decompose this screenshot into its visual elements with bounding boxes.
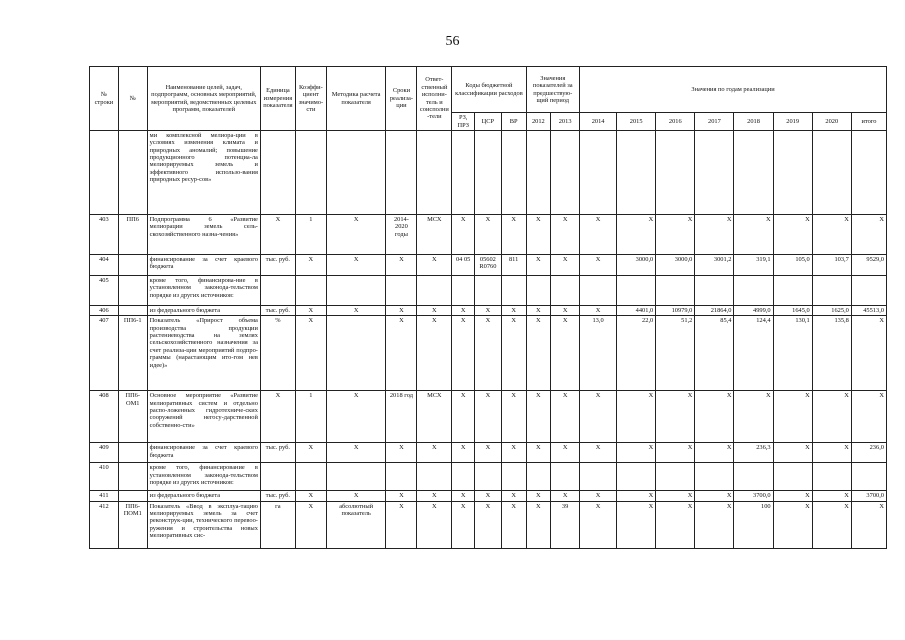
row-2018: 319,1: [734, 255, 773, 276]
row-term: Х: [386, 255, 417, 276]
row-2015: 22,0: [617, 316, 656, 391]
row-number: [90, 131, 119, 215]
row-rz: [452, 463, 475, 491]
row-vr: Х: [501, 391, 526, 443]
row-2020: [812, 131, 851, 215]
row-rz: [452, 131, 475, 215]
row-2017: 3001,2: [695, 255, 734, 276]
table-row: [90, 443, 887, 463]
row-2012: Х: [526, 491, 551, 501]
row-responsible: [417, 131, 452, 215]
row-csr: Х: [475, 491, 502, 501]
row-vr: Х: [501, 501, 526, 548]
row-2012: Х: [526, 215, 551, 255]
row-2016: Х: [656, 391, 695, 443]
row-method: Х: [326, 255, 386, 276]
row-2012: Х: [526, 501, 551, 548]
row-number: 408: [90, 391, 119, 443]
row-name: Показатель «Ввод в эксплуа-тацию мелиорируемых земель за счет реконструк-ции, технического перевоо-ружения и строительства новых мелиоративных сис-: [147, 501, 260, 548]
header-csr: ЦСР: [475, 113, 502, 131]
row-responsible: Х: [417, 255, 452, 276]
header-2014: 2014: [580, 113, 617, 131]
row-name: Основное мероприятие «Развитие мелиоративных систем и отдельно распо-ложенных гидротехниче-ских сооружений негосу-дарственной собственно-сти»: [147, 391, 260, 443]
row-total: [851, 131, 886, 215]
table-row: [90, 306, 887, 316]
row-2019: [773, 463, 812, 491]
row-vr: Х: [501, 491, 526, 501]
row-2019: 105,0: [773, 255, 812, 276]
row-total: 3700,0: [851, 491, 886, 501]
header-terms: Сроки реализа-ции: [386, 67, 417, 131]
row-2014: Х: [580, 491, 617, 501]
header-budget-codes: Коды бюджетной классификации расходов: [452, 67, 526, 113]
row-2016: Х: [656, 215, 695, 255]
row-code: [118, 306, 147, 316]
row-2017: [695, 131, 734, 215]
table-row: [90, 501, 887, 548]
row-unit: %: [260, 316, 295, 391]
row-name: из федерального бюджета: [147, 306, 260, 316]
row-2018: Х: [734, 391, 773, 443]
row-code: [118, 443, 147, 463]
table-row: [90, 276, 887, 306]
row-total: Х: [851, 501, 886, 548]
row-unit: Х: [260, 391, 295, 443]
row-code: [118, 491, 147, 501]
row-rz: Х: [452, 215, 475, 255]
row-2017: 21864,0: [695, 306, 734, 316]
row-method: [326, 131, 386, 215]
row-2019: Х: [773, 215, 812, 255]
row-2018: [734, 131, 773, 215]
row-total: Х: [851, 316, 886, 391]
row-2018: [734, 276, 773, 306]
row-method: Х: [326, 391, 386, 443]
row-2015: Х: [617, 501, 656, 548]
row-2020: 1625,0: [812, 306, 851, 316]
row-code: [118, 463, 147, 491]
row-2020: Х: [812, 215, 851, 255]
row-2012: [526, 276, 551, 306]
row-responsible: Х: [417, 443, 452, 463]
row-vr: Х: [501, 215, 526, 255]
row-term: 2018 год: [386, 391, 417, 443]
row-number: 411: [90, 491, 119, 501]
table-row: [90, 491, 887, 501]
row-responsible: Х: [417, 306, 452, 316]
row-responsible: Х: [417, 501, 452, 548]
table-row: [90, 391, 887, 443]
row-coef: Х: [295, 306, 326, 316]
row-2015: 3000,0: [617, 255, 656, 276]
row-csr: [475, 276, 502, 306]
row-csr: Х: [475, 306, 502, 316]
row-term: Х: [386, 316, 417, 391]
row-coef: Х: [295, 491, 326, 501]
row-term: Х: [386, 491, 417, 501]
row-total: [851, 276, 886, 306]
row-name: ми комплексной мелиора-ции в условиях изменения климата и природных аномалий; повышение продукционного потенциа-ла мелиорируемых земель и эффективного использо-вания природных ресур-сов»: [147, 131, 260, 215]
header-total: итого: [851, 113, 886, 131]
row-2018: 100: [734, 501, 773, 548]
row-2020: [812, 276, 851, 306]
row-name: кроме того, финансирова-ние в установленном законода-тельством порядке из других источников:: [147, 276, 260, 306]
row-code: ПП6-1: [118, 316, 147, 391]
row-unit: [260, 131, 295, 215]
row-responsible: МСХ: [417, 391, 452, 443]
header-prev-values: Значения показателей за предшествую-щий период: [526, 67, 580, 113]
row-2013: [551, 276, 580, 306]
table-row: [90, 316, 887, 391]
row-csr: Х: [475, 501, 502, 548]
row-2013: [551, 463, 580, 491]
row-2014: Х: [580, 443, 617, 463]
row-vr: Х: [501, 443, 526, 463]
header-name: Наименование целей, задач, подпрограмм, основных мероприятий, мероприятий, ведомственных целевых программ, показателей: [147, 67, 260, 131]
row-2017: Х: [695, 501, 734, 548]
row-coef: 1: [295, 215, 326, 255]
row-coef: Х: [295, 443, 326, 463]
row-code: ПП6-ОМ1: [118, 391, 147, 443]
row-2019: 1645,0: [773, 306, 812, 316]
row-term: [386, 131, 417, 215]
row-coef: Х: [295, 255, 326, 276]
row-term: [386, 276, 417, 306]
header-2020: 2020: [812, 113, 851, 131]
row-2014: Х: [580, 306, 617, 316]
row-number: 407: [90, 316, 119, 391]
row-number: 409: [90, 443, 119, 463]
row-2018: Х: [734, 215, 773, 255]
row-total: 45513,0: [851, 306, 886, 316]
row-rz: Х: [452, 491, 475, 501]
row-2020: [812, 463, 851, 491]
row-unit: тыс. руб.: [260, 491, 295, 501]
row-2012: Х: [526, 443, 551, 463]
table-body: [90, 131, 887, 549]
row-2018: 124,4: [734, 316, 773, 391]
row-rz: 04 05: [452, 255, 475, 276]
row-2020: Х: [812, 491, 851, 501]
row-code: [118, 255, 147, 276]
row-2012: Х: [526, 391, 551, 443]
row-term: Х: [386, 501, 417, 548]
row-2012: Х: [526, 255, 551, 276]
header-responsible: Ответ-ственный исполни-тель и соисполни-тели: [417, 67, 452, 131]
row-method: Х: [326, 491, 386, 501]
header-2015: 2015: [617, 113, 656, 131]
row-name: финансирование за счет краевого бюджета: [147, 255, 260, 276]
row-csr: [475, 463, 502, 491]
row-name: Показатель «Прирост объема производства продукции растениеводства на землях сельскохозяйственного назначения за счет реализа-ции мероприятий подпро-граммы (нарастающим ито-гом нев идее)»: [147, 316, 260, 391]
row-rz: [452, 276, 475, 306]
row-unit: тыс. руб.: [260, 306, 295, 316]
row-code: ПП6-ПОМ1: [118, 501, 147, 548]
row-2013: Х: [551, 316, 580, 391]
row-vr: [501, 463, 526, 491]
header-2018: 2018: [734, 113, 773, 131]
row-2013: [551, 131, 580, 215]
row-2019: Х: [773, 391, 812, 443]
header-2019: 2019: [773, 113, 812, 131]
row-2017: Х: [695, 391, 734, 443]
row-2015: Х: [617, 391, 656, 443]
row-2017: Х: [695, 443, 734, 463]
row-total: 236,0: [851, 443, 886, 463]
row-2014: [580, 131, 617, 215]
row-2013: Х: [551, 255, 580, 276]
row-2017: Х: [695, 491, 734, 501]
row-method: Х: [326, 215, 386, 255]
row-2017: Х: [695, 215, 734, 255]
row-rz: Х: [452, 306, 475, 316]
header-vr: ВР: [501, 113, 526, 131]
row-number: 410: [90, 463, 119, 491]
row-2016: [656, 463, 695, 491]
row-2014: 13,0: [580, 316, 617, 391]
row-vr: [501, 276, 526, 306]
row-csr: Х: [475, 391, 502, 443]
row-2016: [656, 276, 695, 306]
header-2016: 2016: [656, 113, 695, 131]
row-2012: Х: [526, 306, 551, 316]
row-responsible: [417, 276, 452, 306]
row-code: [118, 276, 147, 306]
row-total: [851, 463, 886, 491]
row-2019: Х: [773, 501, 812, 548]
row-2012: [526, 463, 551, 491]
row-rz: Х: [452, 443, 475, 463]
row-name: Подпрограмма 6 «Развитие мелиорации земель сель-скохозяйственного назна-чения»: [147, 215, 260, 255]
row-name: из федерального бюджета: [147, 491, 260, 501]
header-coef: Коэффи-циент значимо-сти: [295, 67, 326, 131]
row-2014: [580, 463, 617, 491]
row-number: 412: [90, 501, 119, 548]
row-2019: Х: [773, 443, 812, 463]
row-2014: Х: [580, 215, 617, 255]
header-unit: Единица измерения показателя: [260, 67, 295, 131]
row-2013: Х: [551, 443, 580, 463]
row-2013: Х: [551, 491, 580, 501]
row-2020: Х: [812, 443, 851, 463]
row-rz: Х: [452, 316, 475, 391]
row-2016: 51,2: [656, 316, 695, 391]
row-2014: [580, 276, 617, 306]
row-method: Х: [326, 443, 386, 463]
row-method: Х: [326, 306, 386, 316]
row-2016: Х: [656, 501, 695, 548]
row-coef: Х: [295, 501, 326, 548]
row-unit: [260, 463, 295, 491]
row-2015: [617, 276, 656, 306]
row-total: 9529,0: [851, 255, 886, 276]
header-row-no: № строки: [90, 67, 119, 131]
row-2018: [734, 463, 773, 491]
row-2019: Х: [773, 491, 812, 501]
row-csr: Х: [475, 443, 502, 463]
row-2020: Х: [812, 391, 851, 443]
row-2013: 39: [551, 501, 580, 548]
row-unit: [260, 276, 295, 306]
row-vr: Х: [501, 316, 526, 391]
row-term: Х: [386, 306, 417, 316]
row-2019: 130,1: [773, 316, 812, 391]
row-number: 405: [90, 276, 119, 306]
row-coef: [295, 463, 326, 491]
row-rz: Х: [452, 501, 475, 548]
row-total: Х: [851, 215, 886, 255]
row-number: 406: [90, 306, 119, 316]
row-term: [386, 463, 417, 491]
row-responsible: МСХ: [417, 215, 452, 255]
header-2013: 2013: [551, 113, 580, 131]
row-2016: 10979,0: [656, 306, 695, 316]
row-code: [118, 131, 147, 215]
row-name: финансирование за счет краевого бюджета: [147, 443, 260, 463]
row-unit: тыс. руб.: [260, 255, 295, 276]
row-2020: Х: [812, 501, 851, 548]
row-coef: Х: [295, 316, 326, 391]
row-unit: тыс. руб.: [260, 443, 295, 463]
row-2015: 4401,0: [617, 306, 656, 316]
row-2015: Х: [617, 215, 656, 255]
row-2018: 3700,0: [734, 491, 773, 501]
row-2014: Х: [580, 391, 617, 443]
page-number: 56: [445, 34, 460, 49]
row-2015: [617, 463, 656, 491]
row-responsible: Х: [417, 491, 452, 501]
row-method: [326, 463, 386, 491]
row-2013: Х: [551, 306, 580, 316]
row-csr: Х: [475, 215, 502, 255]
row-2020: 103,7: [812, 255, 851, 276]
row-term: 2014-2020 годы: [386, 215, 417, 255]
row-csr: [475, 131, 502, 215]
table-row: [90, 255, 887, 276]
row-2013: Х: [551, 215, 580, 255]
row-unit: Х: [260, 215, 295, 255]
table-row: [90, 215, 887, 255]
row-responsible: [417, 463, 452, 491]
row-2017: [695, 276, 734, 306]
table-row: [90, 463, 887, 491]
row-vr: 811: [501, 255, 526, 276]
row-2016: Х: [656, 491, 695, 501]
row-number: 403: [90, 215, 119, 255]
header-no: №: [118, 67, 147, 131]
row-coef: [295, 276, 326, 306]
row-name: кроме того, финансирование в установленном законода-тельством порядке из других источников:: [147, 463, 260, 491]
row-2015: [617, 131, 656, 215]
row-number: 404: [90, 255, 119, 276]
row-2016: 3000,0: [656, 255, 695, 276]
row-total: Х: [851, 391, 886, 443]
row-2015: Х: [617, 443, 656, 463]
row-code: ПП6: [118, 215, 147, 255]
row-2013: Х: [551, 391, 580, 443]
row-2016: [656, 131, 695, 215]
row-vr: [501, 131, 526, 215]
row-2018: 236,3: [734, 443, 773, 463]
row-2019: [773, 131, 812, 215]
row-csr: Х: [475, 316, 502, 391]
row-2014: Х: [580, 255, 617, 276]
header-rz: РЗ, ПРЗ: [452, 113, 475, 131]
row-2016: Х: [656, 443, 695, 463]
header-method: Методика расчета показателя: [326, 67, 386, 131]
header-values-by-year: Значения по годам реализации: [580, 67, 887, 113]
row-2014: Х: [580, 501, 617, 548]
row-vr: Х: [501, 306, 526, 316]
row-method: [326, 276, 386, 306]
row-unit: га: [260, 501, 295, 548]
row-2017: 85,4: [695, 316, 734, 391]
row-2012: [526, 131, 551, 215]
row-coef: 1: [295, 391, 326, 443]
row-csr: 05602 R0760: [475, 255, 502, 276]
header-2012: 2012: [526, 113, 551, 131]
header-2017: 2017: [695, 113, 734, 131]
table-row: [90, 131, 887, 215]
row-2019: [773, 276, 812, 306]
row-method: абсолютный показатель: [326, 501, 386, 548]
row-2012: Х: [526, 316, 551, 391]
row-responsible: Х: [417, 316, 452, 391]
row-2017: [695, 463, 734, 491]
row-term: Х: [386, 443, 417, 463]
row-2015: Х: [617, 491, 656, 501]
indicators-table: [89, 66, 887, 549]
row-rz: Х: [452, 391, 475, 443]
row-coef: [295, 131, 326, 215]
row-method: [326, 316, 386, 391]
row-2020: 135,8: [812, 316, 851, 391]
row-2018: 4999,0: [734, 306, 773, 316]
